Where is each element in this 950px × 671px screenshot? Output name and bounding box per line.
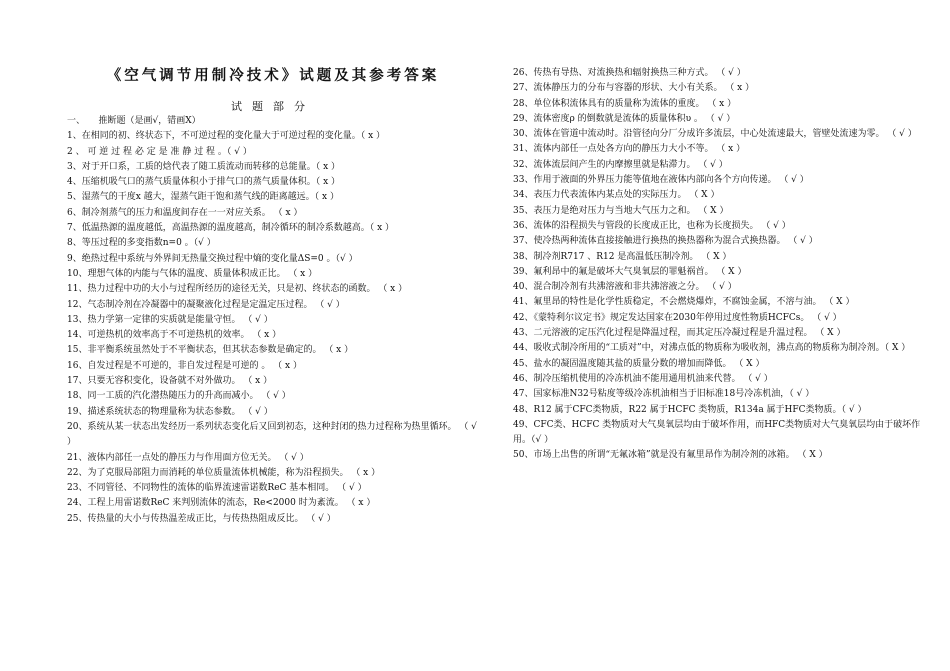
question-item: 13、热力学第一定律的实质就是能量守恒。 （ √ ） (67, 314, 273, 325)
question-item: 38、制冷剂R717 、R12 是高温低压制冷剂。 （ X ） (513, 251, 732, 262)
document-title: 《空气调节用制冷技术》试题及其参考答案 (106, 67, 440, 84)
question-item: 7、低温热源的温度越低，高温热源的温度越高，制冷循环的制冷系数越高。（ x ） (67, 223, 395, 234)
question-item: 37、使冷热两种流体直接接触进行换热的换热器称为混合式换热器。 （ √ ） (513, 236, 818, 247)
question-item: 12、气态制冷剂在冷凝器中的凝聚液化过程是定温定压过程。 （ √ ） (67, 299, 345, 310)
question-item: 1、在相同的初、终状态下，不可逆过程的变化量大于可逆过程的变化量。（ x ） (67, 131, 386, 142)
question-item: 8、等压过程的多变指数n=0 。（√ ） (67, 238, 216, 249)
question-item: 20、系统从某一状态出发经历一系列状态变化后又回到初态，这种封闭的热力过程称为热里循环。 （ √ ） (67, 421, 477, 448)
question-item: 49、CFC类、HCFC 类物质对大气臭氧层均由于破坏作用，而HFC类物质对大气臭氧层均由于破坏作用。（√ ） (513, 419, 921, 446)
section-heading: 一、 推断题（是画√，错画X） (67, 116, 201, 126)
question-item: 22、为了克服局部阻力而消耗的单位质量流体机械能，称为沿程损失。 （ x ） (67, 467, 381, 478)
left-column (67, 114, 479, 527)
question-item: 17、只要无容积变化，设备就不对外做功。 （ x ） (67, 376, 273, 387)
question-item: 36、流体的沿程损失与管段的长度成正比，也称为长度损失。 （ √ ） (513, 220, 791, 231)
question-item: 42、《蒙特利尔议定书》规定发达国家在2030年停用过度性物质HCFCs。 （ √ ） (513, 312, 842, 323)
right-column (513, 66, 925, 464)
question-item: 31、流体内部任一点处各方向的静压力大小不等。 （ x ） (513, 144, 746, 155)
question-item: 43、二元溶液的定压汽化过程是降温过程，而其定压冷凝过程是升温过程。 （ X ） (513, 328, 846, 339)
question-item: 45、盐水的凝固温度随其盐的质量分数的增加而降低。 （ X ） (513, 358, 765, 369)
question-item: 25、传热量的大小与传热温差成正比，与传热热阻成反比。 （ √ ） (67, 513, 336, 524)
question-item: 28、单位体积流体具有的质量称为流体的重度。 （ x ） (513, 98, 737, 109)
question-item: 19、描述系统状态的物理量称为状态参数。 （ √ ） (67, 406, 273, 417)
question-item: 21、液体内部任一点处的静压力与作用面方位无关。 （ √ ） (67, 452, 309, 463)
question-item: 26、传热有导热、对流换热和辐射换热三种方式。 （ √ ） (513, 68, 746, 78)
question-item: 50、市场上出售的所谓“无氟冰箱”就是没有氟里昂作为制冷剂的冰箱。 （ X ） (513, 450, 828, 461)
question-item: 29、流体密度ρ 的倒数就是流体的质量体积υ 。 （ √ ） (513, 113, 736, 124)
question-item: 5、湿蒸气的干度x 越大，湿蒸气距干饱和蒸气线的距离越远。（ x ） (67, 192, 339, 203)
question-item: 18、同一工质的汽化潜热随压力的升高而减小。 （ √ ） (67, 391, 291, 402)
question-item: 32、流体流层间产生的内摩擦里就是粘滞力。 （ √ ） (513, 159, 728, 170)
question-item: 47、国家标准N32号粘度等级冷冻机油相当于旧标准18号冷冻机油，（ √ ） (513, 389, 815, 400)
question-item: 24、工程上用雷诺数ReC 来判别流体的流态，Re<2000 时为紊流。 （ x ） (67, 498, 376, 509)
question-item: 46、制冷压缩机使用的冷冻机油不能用通用机油来代替。 （ √ ） (513, 373, 773, 384)
question-item: 23、不同管径、不同物性的流体的临界流速雷诺数ReC 基本相同。 （ √ ） (67, 483, 367, 494)
question-item: 40、混合制冷剂有共沸溶液和非共沸溶液之分。 （ √ ） (513, 282, 737, 293)
question-item: 33、作用于液面的外界压力能等值地在液体内部向各个方向传递。 （ √ ） (513, 175, 809, 186)
section-subtitle: 试题部分 (231, 100, 315, 113)
question-item: 15、非平衡系统虽然处于不平衡状态，但其状态参数是确定的。 （ x ） (67, 345, 354, 356)
question-item: 4、压缩机吸气口的蒸气质量体积小于排气口的蒸气质量体积。（ x ） (67, 177, 341, 188)
question-item: 3、对于开口系，工质的焓代表了随工质流动而转移的总能量。（ x ） (67, 161, 341, 172)
question-item: 2 、 可 逆 过 程 必 定 是 准 静 过 程 。（ √ ） (67, 146, 252, 157)
question-item: 39、氟利昂中的氟是破坏大气臭氧层的罪魁祸首。 （ X ） (513, 266, 747, 277)
question-item: 9、绝热过程中系统与外界间无热量交换过程中熵的变化量ΔS=0 。（√ ） (67, 253, 358, 264)
question-item: 41、氟里昂的特性是化学性质稳定，不会燃烧爆炸，不腐蚀金属，不溶与油。 （ X ） (513, 297, 855, 308)
question-item: 16、自发过程是不可逆的，非自发过程是可逆的 。 （ x ） (67, 360, 302, 371)
question-item: 35、表压力是绝对压力与当地大气压力之和。 （ X ） (513, 205, 729, 216)
question-item: 48、R12 属于CFC类物质，R22 属于HCFC 类物质，R134a 属于HFC类物质。（ √ ） (513, 404, 867, 415)
question-item: 6、制冷剂蒸气的压力和温度间存在一一对应关系。 （ x ） (67, 207, 303, 218)
question-item: 30、流体在管道中流动时。沿管径向分厂分成许多流层，中心处流速最大，管壁处流速为零。 （ √ ） (513, 129, 917, 140)
question-item: 27、流体静压力的分布与容器的形状、大小有关系。 （ x ） (513, 83, 755, 94)
question-item: 34、表压力代表流体内某点处的实际压力。 （ X ） (513, 190, 720, 201)
question-item: 11、热力过程中功的大小与过程所经历的途径无关，只是初、终状态的函数。 （ x ） (67, 284, 408, 295)
question-item: 10、理想气体的内能与气体的温度、质量体积成正比。 （ x ） (67, 268, 318, 279)
question-item: 44、吸收式制冷所用的“工质对”中，对沸点低的物质称为吸收剂，沸点高的物质称为制冷剂。（ X ） (513, 343, 911, 354)
question-item: 14、可逆热机的效率高于不可逆热机的效率。 （ x ） (67, 330, 282, 341)
